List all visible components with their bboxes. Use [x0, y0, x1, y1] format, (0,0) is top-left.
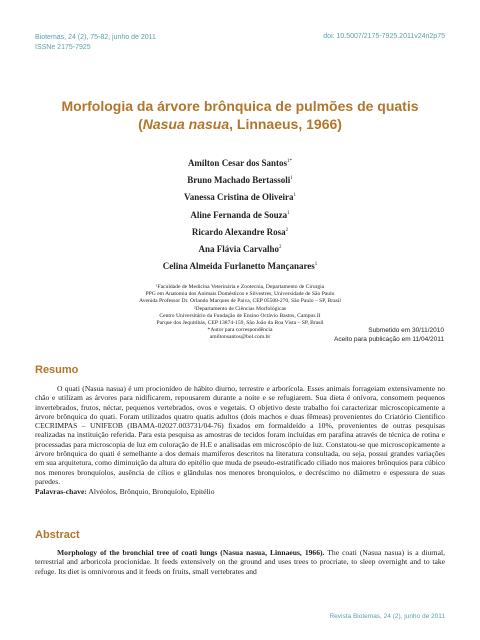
journal-header [35, 33, 156, 53]
author: Ricardo Alexandre Rosa$^2$ [191, 226, 289, 237]
article-title [30, 97, 450, 133]
affiliations [110, 284, 370, 342]
resumo-heading: Resumo [35, 364, 79, 376]
author: Vanessa Cristina de Oliveira$^1$ [184, 192, 296, 203]
author: Ana Flávia Carvalho$^2$ [198, 244, 282, 255]
author: Bruno Machado Bertassoli$^1$ [187, 175, 293, 186]
title-line-1: Morfologia da árvore brônquica de pulmões de quatis [61, 98, 419, 114]
author: Amilton Cesar dos Santos$^{1*}$ [187, 158, 293, 168]
affiliation-line: Parque dos Jequitibás, CEP 13874-159, São João da Boa Vista – SP, Brasil [156, 320, 324, 327]
resumo-section [35, 384, 445, 497]
keywords [35, 487, 445, 496]
species-name: Nasua nasua [142, 116, 230, 132]
keywords-label: Palavras-chave: [35, 487, 87, 497]
title-line-2: (Nasua nasua, Linnaeus, 1966) [138, 116, 342, 132]
author: Aline Fernanda de Souza$^1$ [190, 209, 290, 220]
affiliation-line: Centro Universitário da Fundação de Ensino Octávio Bastos, Campus II [159, 312, 321, 319]
accepted-date: Aceito para publicação em 11/04/2011 [334, 336, 444, 343]
submitted-date: Submetido em 30/11/2010 [368, 327, 444, 334]
affiliation-line: ²Departamento de Ciências Morfológicas [193, 305, 287, 312]
contact-email[interactable]: amiltonsantos@bol.com.br [209, 334, 271, 341]
author: Celina Almeida Furlanetto Mançanares$^1$ [162, 261, 318, 272]
abstract-section [35, 548, 445, 576]
affiliation-line: PPG em Anatomia dos Animais Domésticos e Silvestres, Universidade de São Paulo [145, 291, 335, 298]
affiliation-line: Avenida Professor Dr. Orlando Marques de Paiva, CEP 05508-270, São Paulo – SP, Brasil [139, 298, 341, 305]
resumo-paragraph: O quati (Nasua nasua) é um procionídeo de hábito diurno, terrestre e arborícola. Esses animais forrageiam extensivamente no chão e utilizam as árvores para nidificarem, repousarem durante a noite e se refugiarem. Sua dieta é onívora, consomem pequenos invertebrados, frutos, néctar, pequenos vertebrados, ovos e vegetais. O objetivo deste trabalho foi caracterizar microscopicamente a árvore brônquica do quati. Foram utilizados quatro quatis adultos (dois machos e duas fêmeas) provenientes do Criatório Científico CECRIMPAS – UNIFEOB (IBAMA-02027.003731/04-76) fixados em formaldeído a 10%, provenientes de outras pesquisas realizadas na instituição referida. Para esta pesquisa as amostras de tecidos foram incluídas em parafina através de técnica de rotina e processadas para microscopia de luz em coloração de H.E e analisadas em microscópio de luz. Constatou-se que microscopicamente a árvore brônquica do quati é semelhante a dos demais mamíferos descritos na literatura consultada, ou seja, possui grandes variações em sua arquitetura, como diminuição da altura do epitélio que muda de pseudo-estratificado ciliado nos maiores brônquios para cúbico nos menores bronquíolos, ausência de cílios e glândulas nos menores bronquíolos, e decréscimo no diâmetro e espessura de suas paredes. [35, 384, 445, 486]
abstract-title: Morphology of the bronchial tree of coati lungs (Nasua nasua, Linnaeus, 1966). [57, 548, 325, 557]
doi-link[interactable]: doi: 10.5007/2175-7925.2011v24n2p75 [323, 33, 445, 40]
journal-citation: Biotemas, 24 (2), 75-82, junho de 2011 [35, 34, 156, 41]
abstract-paragraph: Morphology of the bronchial tree of coati lungs (Nasua nasua, Linnaeus, 1966). The coati (Nasua nasua) is a diurnal, terrestrial and arboricola procionidae. It feeds extensively on the ground and uses trees to procriate, to sleep overnight and to take refuge. Its diet is omnivorous and it feeds on fruits, small vertebrates and [35, 548, 445, 576]
affiliation-line: *Autor para correspondência [207, 327, 273, 334]
abstract-heading: Abstract [35, 529, 80, 541]
keywords-list: Alvéolos, Brônquio, Bronquíolo, Epitélio [86, 487, 215, 497]
page-footer: Revista Biotemas, 24 (2), junho de 2011 [329, 613, 445, 620]
author-list [60, 154, 420, 274]
submission-dates [334, 326, 444, 344]
issn: ISSNe 2175-7925 [35, 44, 91, 51]
affiliation-line: ¹Faculdade de Medicina Veterinária e Zootecnia, Departamento de Cirurgia [155, 284, 325, 290]
